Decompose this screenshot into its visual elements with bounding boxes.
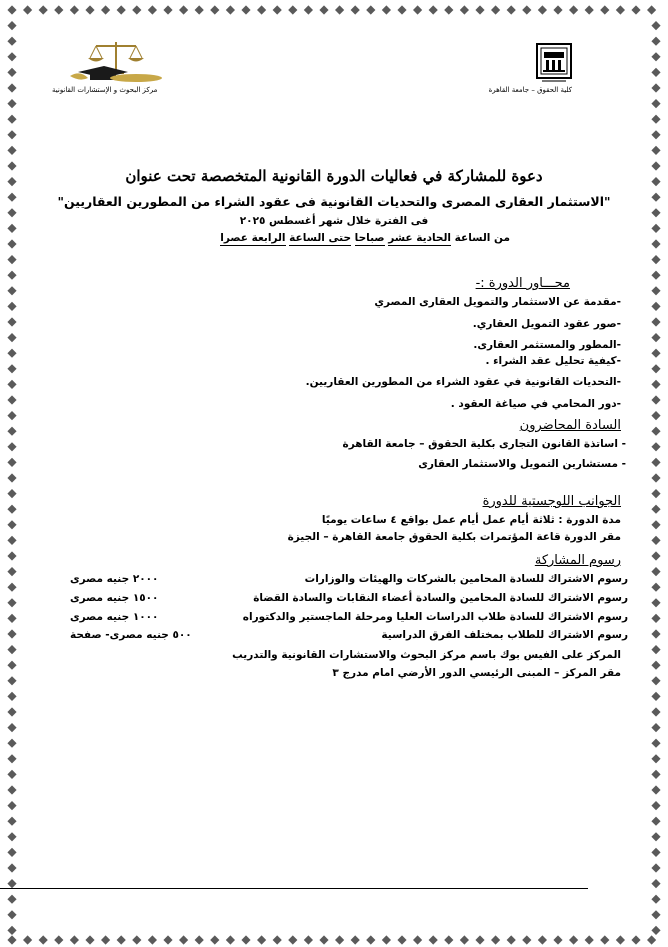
border-diamond (148, 5, 157, 14)
border-diamond (522, 5, 531, 14)
border-diamond (366, 935, 375, 944)
border-diamond (7, 489, 16, 498)
border-diamond (7, 739, 16, 748)
border-diamond (651, 458, 660, 467)
border-diamond (319, 935, 328, 944)
border-diamond (553, 935, 562, 944)
border-diamond (7, 364, 16, 373)
border-diamond (460, 935, 469, 944)
border-diamond (7, 68, 16, 77)
border-diamond (226, 935, 235, 944)
fee-amount: ٥٠٠ جنيه مصرى- صفحة (70, 629, 192, 641)
border-diamond (7, 801, 16, 810)
border-diamond (7, 832, 16, 841)
border-diamond (651, 146, 660, 155)
axes-heading: محـــاور الدورة :- (475, 276, 570, 291)
border-diamond (651, 83, 660, 92)
border-diamond (475, 935, 484, 944)
border-diamond (7, 645, 16, 654)
border-diamond (651, 910, 660, 919)
fee-row (40, 629, 628, 645)
border-diamond (7, 380, 16, 389)
course-duration: مدة الدورة : ثلاثة أيام عمل أيام عمل بواقع ٤ ساعات يوميًا (321, 514, 621, 526)
border-diamond (273, 5, 282, 14)
border-diamond (651, 411, 660, 420)
border-diamond (569, 935, 578, 944)
border-diamond (651, 863, 660, 872)
logistics-heading: الجوانب اللوجستية للدورة (482, 494, 621, 509)
lecturers-heading: السادة المحاضرون (519, 418, 621, 433)
fee-label: رسوم الاشتراك للسادة المحامين بالشركات والهيئات والوزارات (304, 573, 628, 585)
border-diamond (651, 349, 660, 358)
border-diamond (288, 5, 297, 14)
border-diamond (117, 5, 126, 14)
border-diamond (7, 676, 16, 685)
border-diamond (651, 739, 660, 748)
border-diamond (85, 5, 94, 14)
course-period: فى الفترة خلال شهر أغسطس ٢٠٢٥ (239, 215, 429, 227)
border-diamond (7, 567, 16, 576)
border-diamond (132, 935, 141, 944)
border-diamond (651, 427, 660, 436)
border-diamond (397, 935, 406, 944)
border-diamond (507, 5, 516, 14)
scales-logo-icon (66, 38, 166, 84)
border-diamond (304, 5, 313, 14)
border-diamond (538, 5, 547, 14)
border-diamond (7, 286, 16, 295)
lecturer-item: - مستشارين التمويل والاستثمار العقارى (418, 458, 626, 470)
border-diamond (179, 935, 188, 944)
border-diamond (651, 255, 660, 264)
border-diamond (7, 411, 16, 420)
border-diamond (569, 5, 578, 14)
border-diamond (7, 536, 16, 545)
fee-row (40, 573, 628, 589)
border-diamond (7, 115, 16, 124)
border-diamond (7, 395, 16, 404)
border-diamond (163, 935, 172, 944)
border-diamond (7, 754, 16, 763)
fee-label: رسوم الاشتراك للطلاب بمختلف الفرق الدراسية (381, 629, 628, 641)
border-diamond (538, 935, 547, 944)
border-diamond (651, 52, 660, 61)
border-diamond (631, 5, 640, 14)
border-diamond (101, 935, 110, 944)
fee-amount: ٢٠٠٠ جنيه مصرى (70, 573, 159, 585)
border-diamond (382, 935, 391, 944)
border-diamond (366, 5, 375, 14)
border-diamond (54, 935, 63, 944)
border-diamond (335, 5, 344, 14)
border-diamond (647, 935, 656, 944)
border-diamond (651, 271, 660, 280)
border-diamond (7, 692, 16, 701)
border-diamond (39, 935, 48, 944)
border-diamond (651, 130, 660, 139)
border-diamond (651, 692, 660, 701)
border-diamond (413, 5, 422, 14)
border-diamond (651, 754, 660, 763)
border-diamond (148, 935, 157, 944)
border-diamond (413, 935, 422, 944)
border-diamond (7, 723, 16, 732)
center-location: مقر المركز – المبنى الرئيسي الدور الأرضي امام مدرج ٣ (332, 667, 621, 679)
border-diamond (7, 551, 16, 560)
border-diamond (616, 5, 625, 14)
border-diamond (7, 770, 16, 779)
facebook-info: المركز على الفيس بوك باسم مركز البحوث والاستشارات القانونية والتدريب (232, 649, 621, 661)
border-diamond (7, 629, 16, 638)
border-diamond (7, 83, 16, 92)
border-diamond (54, 5, 63, 14)
border-diamond (7, 598, 16, 607)
border-diamond (651, 489, 660, 498)
fee-label: رسوم الاشتراك للسادة طلاب الدراسات العليا ومرحلة الماجستير والدكتوراه (242, 611, 628, 623)
axis-item: -صور عقود التمويل العقاري. (472, 318, 621, 330)
border-diamond (651, 832, 660, 841)
course-venue: مقر الدورة قاعة المؤتمرات بكلية الحقوق جامعة القاهرة – الجيزة (287, 531, 621, 543)
border-diamond (507, 935, 516, 944)
border-diamond (7, 37, 16, 46)
border-diamond (651, 583, 660, 592)
border-diamond (651, 364, 660, 373)
border-diamond (7, 863, 16, 872)
fee-row (40, 592, 628, 608)
border-diamond (429, 5, 438, 14)
border-diamond (7, 910, 16, 919)
border-diamond (7, 99, 16, 108)
border-diamond (7, 146, 16, 155)
border-diamond (651, 551, 660, 560)
course-time (220, 232, 510, 244)
border-diamond (475, 5, 484, 14)
axis-item: -التحديات القانونية في عقود الشراء من المطورين العقاريين. (305, 376, 621, 388)
border-diamond (23, 935, 32, 944)
border-diamond (651, 770, 660, 779)
lecturer-item: - اساتذة القانون التجارى بكلية الحقوق – جامعة القاهرة (342, 438, 626, 450)
border-diamond (179, 5, 188, 14)
invitation-title: دعوة للمشاركة في فعاليات الدورة القانونية المتخصصة تحت عنوان (125, 167, 543, 185)
border-diamond (651, 380, 660, 389)
border-diamond (651, 115, 660, 124)
border-diamond (444, 935, 453, 944)
faculty-caption: كلية الحقوق – جامعة القاهرة (488, 86, 572, 94)
border-diamond (7, 442, 16, 451)
time-end: الرابعة عصرا (220, 232, 286, 244)
footer-divider (0, 888, 588, 889)
border-diamond (647, 5, 656, 14)
border-diamond (351, 5, 360, 14)
time-mid: حتى الساعة (289, 232, 352, 244)
border-diamond (7, 130, 16, 139)
border-diamond (7, 785, 16, 794)
border-diamond (651, 895, 660, 904)
border-diamond (651, 676, 660, 685)
research-center-caption: مركز البحوث و الإستشارات القانونية (52, 86, 158, 94)
border-diamond (616, 935, 625, 944)
border-diamond (429, 935, 438, 944)
border-diamond (651, 817, 660, 826)
border-diamond (651, 629, 660, 638)
time-am: صباحا (354, 232, 385, 244)
border-diamond (117, 935, 126, 944)
border-diamond (553, 5, 562, 14)
border-diamond (460, 5, 469, 14)
fees-heading: رسوم المشاركة (534, 553, 621, 568)
fee-amount: ١٥٠٠ جنيه مصرى (70, 592, 159, 604)
border-diamond (7, 349, 16, 358)
border-diamond (7, 317, 16, 326)
faculty-emblem-icon (534, 42, 574, 86)
border-diamond (651, 785, 660, 794)
border-diamond (651, 239, 660, 248)
course-subject: "الاستثمار العقارى المصرى والتحديات القانونية فى عقود الشراء من المطورين العقاريين" (57, 194, 611, 209)
border-diamond (7, 583, 16, 592)
border-diamond (631, 935, 640, 944)
border-diamond (7, 817, 16, 826)
border-diamond (651, 614, 660, 623)
border-diamond (7, 271, 16, 280)
border-diamond (651, 661, 660, 670)
time-start: الحادية عشر (388, 232, 452, 244)
border-diamond (210, 5, 219, 14)
border-diamond (39, 5, 48, 14)
border-diamond (651, 505, 660, 514)
border-diamond (585, 5, 594, 14)
border-diamond (7, 520, 16, 529)
border-diamond (600, 935, 609, 944)
fee-row (40, 611, 628, 627)
border-diamond (7, 614, 16, 623)
border-diamond (651, 520, 660, 529)
border-diamond (651, 879, 660, 888)
border-diamond (651, 99, 660, 108)
border-diamond (651, 707, 660, 716)
border-diamond (195, 5, 204, 14)
border-diamond (7, 21, 16, 30)
border-diamond (651, 302, 660, 311)
axis-item: -المطور والمستثمر العقارى. (473, 339, 621, 351)
border-diamond (7, 661, 16, 670)
border-diamond (210, 935, 219, 944)
border-diamond (585, 935, 594, 944)
border-diamond (7, 926, 16, 935)
border-diamond (651, 37, 660, 46)
border-diamond (491, 935, 500, 944)
border-diamond (491, 5, 500, 14)
border-diamond (651, 926, 660, 935)
border-diamond (444, 5, 453, 14)
border-diamond (382, 5, 391, 14)
border-diamond (163, 5, 172, 14)
border-diamond (522, 935, 531, 944)
border-diamond (651, 21, 660, 30)
fee-amount: ١٠٠٠ جنيه مصرى (70, 611, 159, 623)
border-diamond (7, 935, 16, 944)
border-diamond (85, 935, 94, 944)
border-diamond (273, 935, 282, 944)
border-diamond (241, 5, 250, 14)
border-diamond (7, 239, 16, 248)
border-diamond (7, 707, 16, 716)
border-diamond (70, 935, 79, 944)
border-diamond (257, 935, 266, 944)
border-diamond (651, 848, 660, 857)
border-diamond (23, 5, 32, 14)
border-diamond (7, 458, 16, 467)
border-diamond (600, 5, 609, 14)
border-diamond (132, 5, 141, 14)
border-diamond (288, 935, 297, 944)
border-diamond (70, 5, 79, 14)
border-diamond (651, 536, 660, 545)
border-diamond (651, 286, 660, 295)
border-diamond (651, 723, 660, 732)
border-diamond (651, 801, 660, 810)
border-diamond (241, 935, 250, 944)
border-diamond (304, 935, 313, 944)
border-diamond (101, 5, 110, 14)
border-diamond (335, 935, 344, 944)
border-diamond (7, 302, 16, 311)
axis-item: -مقدمة عن الاستثمار والتمويل العقارى المصري (374, 296, 621, 308)
border-diamond (226, 5, 235, 14)
border-diamond (7, 895, 16, 904)
border-diamond (651, 645, 660, 654)
border-diamond (651, 333, 660, 342)
border-diamond (7, 5, 16, 14)
border-diamond (257, 5, 266, 14)
border-diamond (351, 935, 360, 944)
border-diamond (651, 473, 660, 482)
fee-label: رسوم الاشتراك للسادة المحامين والسادة أعضاء النقابات والسادة القضاة (253, 592, 628, 604)
axis-item: -كيفية تحليل عقد الشراء . (485, 355, 621, 367)
axis-item: -دور المحامي في صياغة العقود . (450, 398, 621, 410)
border-diamond (651, 395, 660, 404)
border-diamond (397, 5, 406, 14)
border-diamond (7, 52, 16, 61)
border-diamond (195, 935, 204, 944)
border-diamond (7, 848, 16, 857)
border-diamond (7, 505, 16, 514)
border-diamond (7, 473, 16, 482)
border-diamond (7, 255, 16, 264)
border-diamond (651, 567, 660, 576)
border-diamond (651, 68, 660, 77)
border-diamond (319, 5, 328, 14)
border-diamond (651, 317, 660, 326)
border-diamond (7, 879, 16, 888)
border-diamond (7, 427, 16, 436)
time-prefix: من الساعة (454, 232, 510, 244)
border-diamond (7, 333, 16, 342)
border-diamond (651, 598, 660, 607)
border-diamond (651, 442, 660, 451)
